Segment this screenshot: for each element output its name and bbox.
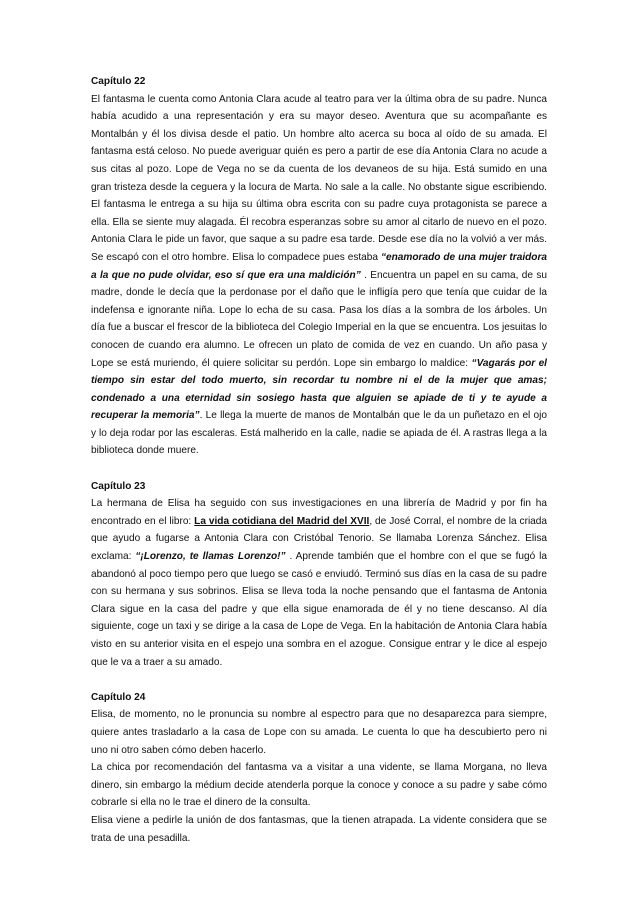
text-run: , se llama xyxy=(412,762,464,774)
chapter-22 xyxy=(91,73,547,460)
quote-text: “enamorado de una mujer traidora a la que no pude olvidar, eso sí que era una maldición” xyxy=(91,251,547,281)
bold-text: Antonia Clara con Cristóbal Tenorio xyxy=(204,533,372,545)
chapter-paragraph xyxy=(91,706,547,759)
chapter-paragraph xyxy=(91,495,547,671)
chapter-paragraph xyxy=(91,91,547,460)
text-run: La chica por recomendación del fantasma va a visitar a una xyxy=(91,762,380,774)
text-run: . Le llega la muerte de manos de Montalbán que le da un puñetazo en el ojo y lo deja rodar por las escaleras. Está malherido en la calle, nadie se apiada de él. A rastras llega a la biblioteca donde muere. xyxy=(91,410,547,457)
text-run: . Se llamaba xyxy=(371,533,437,545)
text-run: . Elisa exclama: xyxy=(91,533,547,563)
text-run: La hermana de Elisa ha seguido con sus investigaciones en una librería de Madrid y por fin ha encontrado en el libro: xyxy=(91,498,547,527)
chapter-23 xyxy=(91,478,547,672)
quote-text: “¡Lorenzo, te llamas Lorenzo!” xyxy=(135,551,286,563)
bold-text: José Corral xyxy=(389,515,441,527)
text-run: Elisa, de momento, no le pronuncia su nombre al espectro para que no desaparezca para siempre, quiere antes trasladarlo a la casa de Lope con su amada. Le cuenta lo que ha descubierto pero ni uno ni otro saben cómo deben hacerlo. xyxy=(91,709,547,756)
text-run: Elisa viene a pedirle la unión de dos fantasmas, que la tienen atrapada. La vidente considera que se trata de una pesadilla. xyxy=(91,814,547,844)
chapter-heading: Capítulo 24 xyxy=(91,691,146,703)
bold-text: Colegio Imperial xyxy=(298,322,372,334)
document-page xyxy=(91,73,547,847)
chapter-paragraph xyxy=(91,759,547,812)
text-run: y él los divisa desde el patio. Un hombre alto acerca su boca al oído de su amada. El fantasma está celoso. No puede averiguar quién es pero a partir de ese día Antonia Clara no acude a sus citas al pozo. Lope de Vega no se da cuenta de los devaneos de su hija. Está sumido en una gran tristeza desde la ceguera y la locura de Marta. No sale a la calle. No obstante sigue escribiendo. El fantasma le entrega a su hija su última obra escrita con su padre cuya protagonista se parece a ella. Ella se siente muy alagada. Él recobra esperanzas sobre su amor al citarlo de nuevo en el pozo. Antonia Clara le pide un favor, que saque a su padre esa tarde. Desde ese día no la volvió a ver más. Se escapó con el otro hombre. Elisa lo compadece pues estaba xyxy=(91,128,547,263)
chapter-heading: Capítulo 23 xyxy=(91,480,146,492)
text-run: . Encuentra un papel en su cama, de su madre, donde le decía que la perdonase por el daño que le infligía pero que tenía que cuidar de la indefensa e ignorante niña. Lope lo echa de su casa. Pasa los días a la sombra de los árboles. Un día fue a buscar el frescor de la biblioteca del xyxy=(91,269,548,334)
bold-text: Lorenza Sánchez xyxy=(436,533,518,545)
chapter-heading: Capítulo 22 xyxy=(91,76,146,87)
chapter-24 xyxy=(91,689,547,847)
text-run: , no lleva dinero, sin embargo la médium decide atenderla porque la conoce y conoce a su padre y sabe cómo cobrarle si ella no le trae el dinero de la consulta. xyxy=(91,762,548,809)
bold-text: Antonia Clara xyxy=(219,93,281,105)
text-run: . Aprende también que el hombre con el que se fugó la abandonó al poco tiempo pero que luego se casó e enviudó. Terminó sus días en la casa de su padre con su hermana y sus sobrinos. Elisa se lleva toda la noche pensando que el fantasma de Antonia Clara sigue en la casa del padre y que ella sigue enamorada de él y no tiene descanso. Al día siguiente, coge un taxi y se dirige a la casa de Lope de Vega. En la habitación de Antonia Clara había visto en su anterior visita en el espejo una sombra en el azogue. Consigue entrar y le dice al espejo que le va a traer a su amado. xyxy=(91,551,547,668)
bold-text: Morgana xyxy=(463,762,504,774)
bold-text: vidente xyxy=(379,762,413,774)
text-run: lo conocen de cuando era alumno. Le ofrecen un plato de comida de vez en cuando. Un año pasa y Lope se está muriendo, él quiere solicitar su perdón. Lope sin embargo lo maldice: xyxy=(91,322,548,369)
text-run: , de xyxy=(369,515,390,527)
text-run: en la que se encuentra. xyxy=(371,322,483,334)
chapter-paragraph xyxy=(91,812,547,847)
bold-text: Los jesuitas xyxy=(482,322,537,334)
quote-text: “Vagarás por el tiempo sin estar del todo muerto, sin recordar tu nombre ni el de la mujer que amas; condenado a una eternidad sin sosiego hasta que alguien se apiade de ti y te ayude a recuperar la memoria” xyxy=(91,357,547,422)
text-run: , el nombre de la criada que ayudo a fugarse a xyxy=(91,515,548,545)
book-title-text: La vida cotidiana del Madrid del XVII xyxy=(194,515,370,527)
bold-text: Montalbán xyxy=(91,128,139,140)
text-run: El fantasma le cuenta como xyxy=(91,93,219,105)
text-run: acude al teatro para ver la última obra de su padre. Nunca había acudido a una representación y era su mayor deseo. Aventura que su acompañante es xyxy=(91,93,547,123)
